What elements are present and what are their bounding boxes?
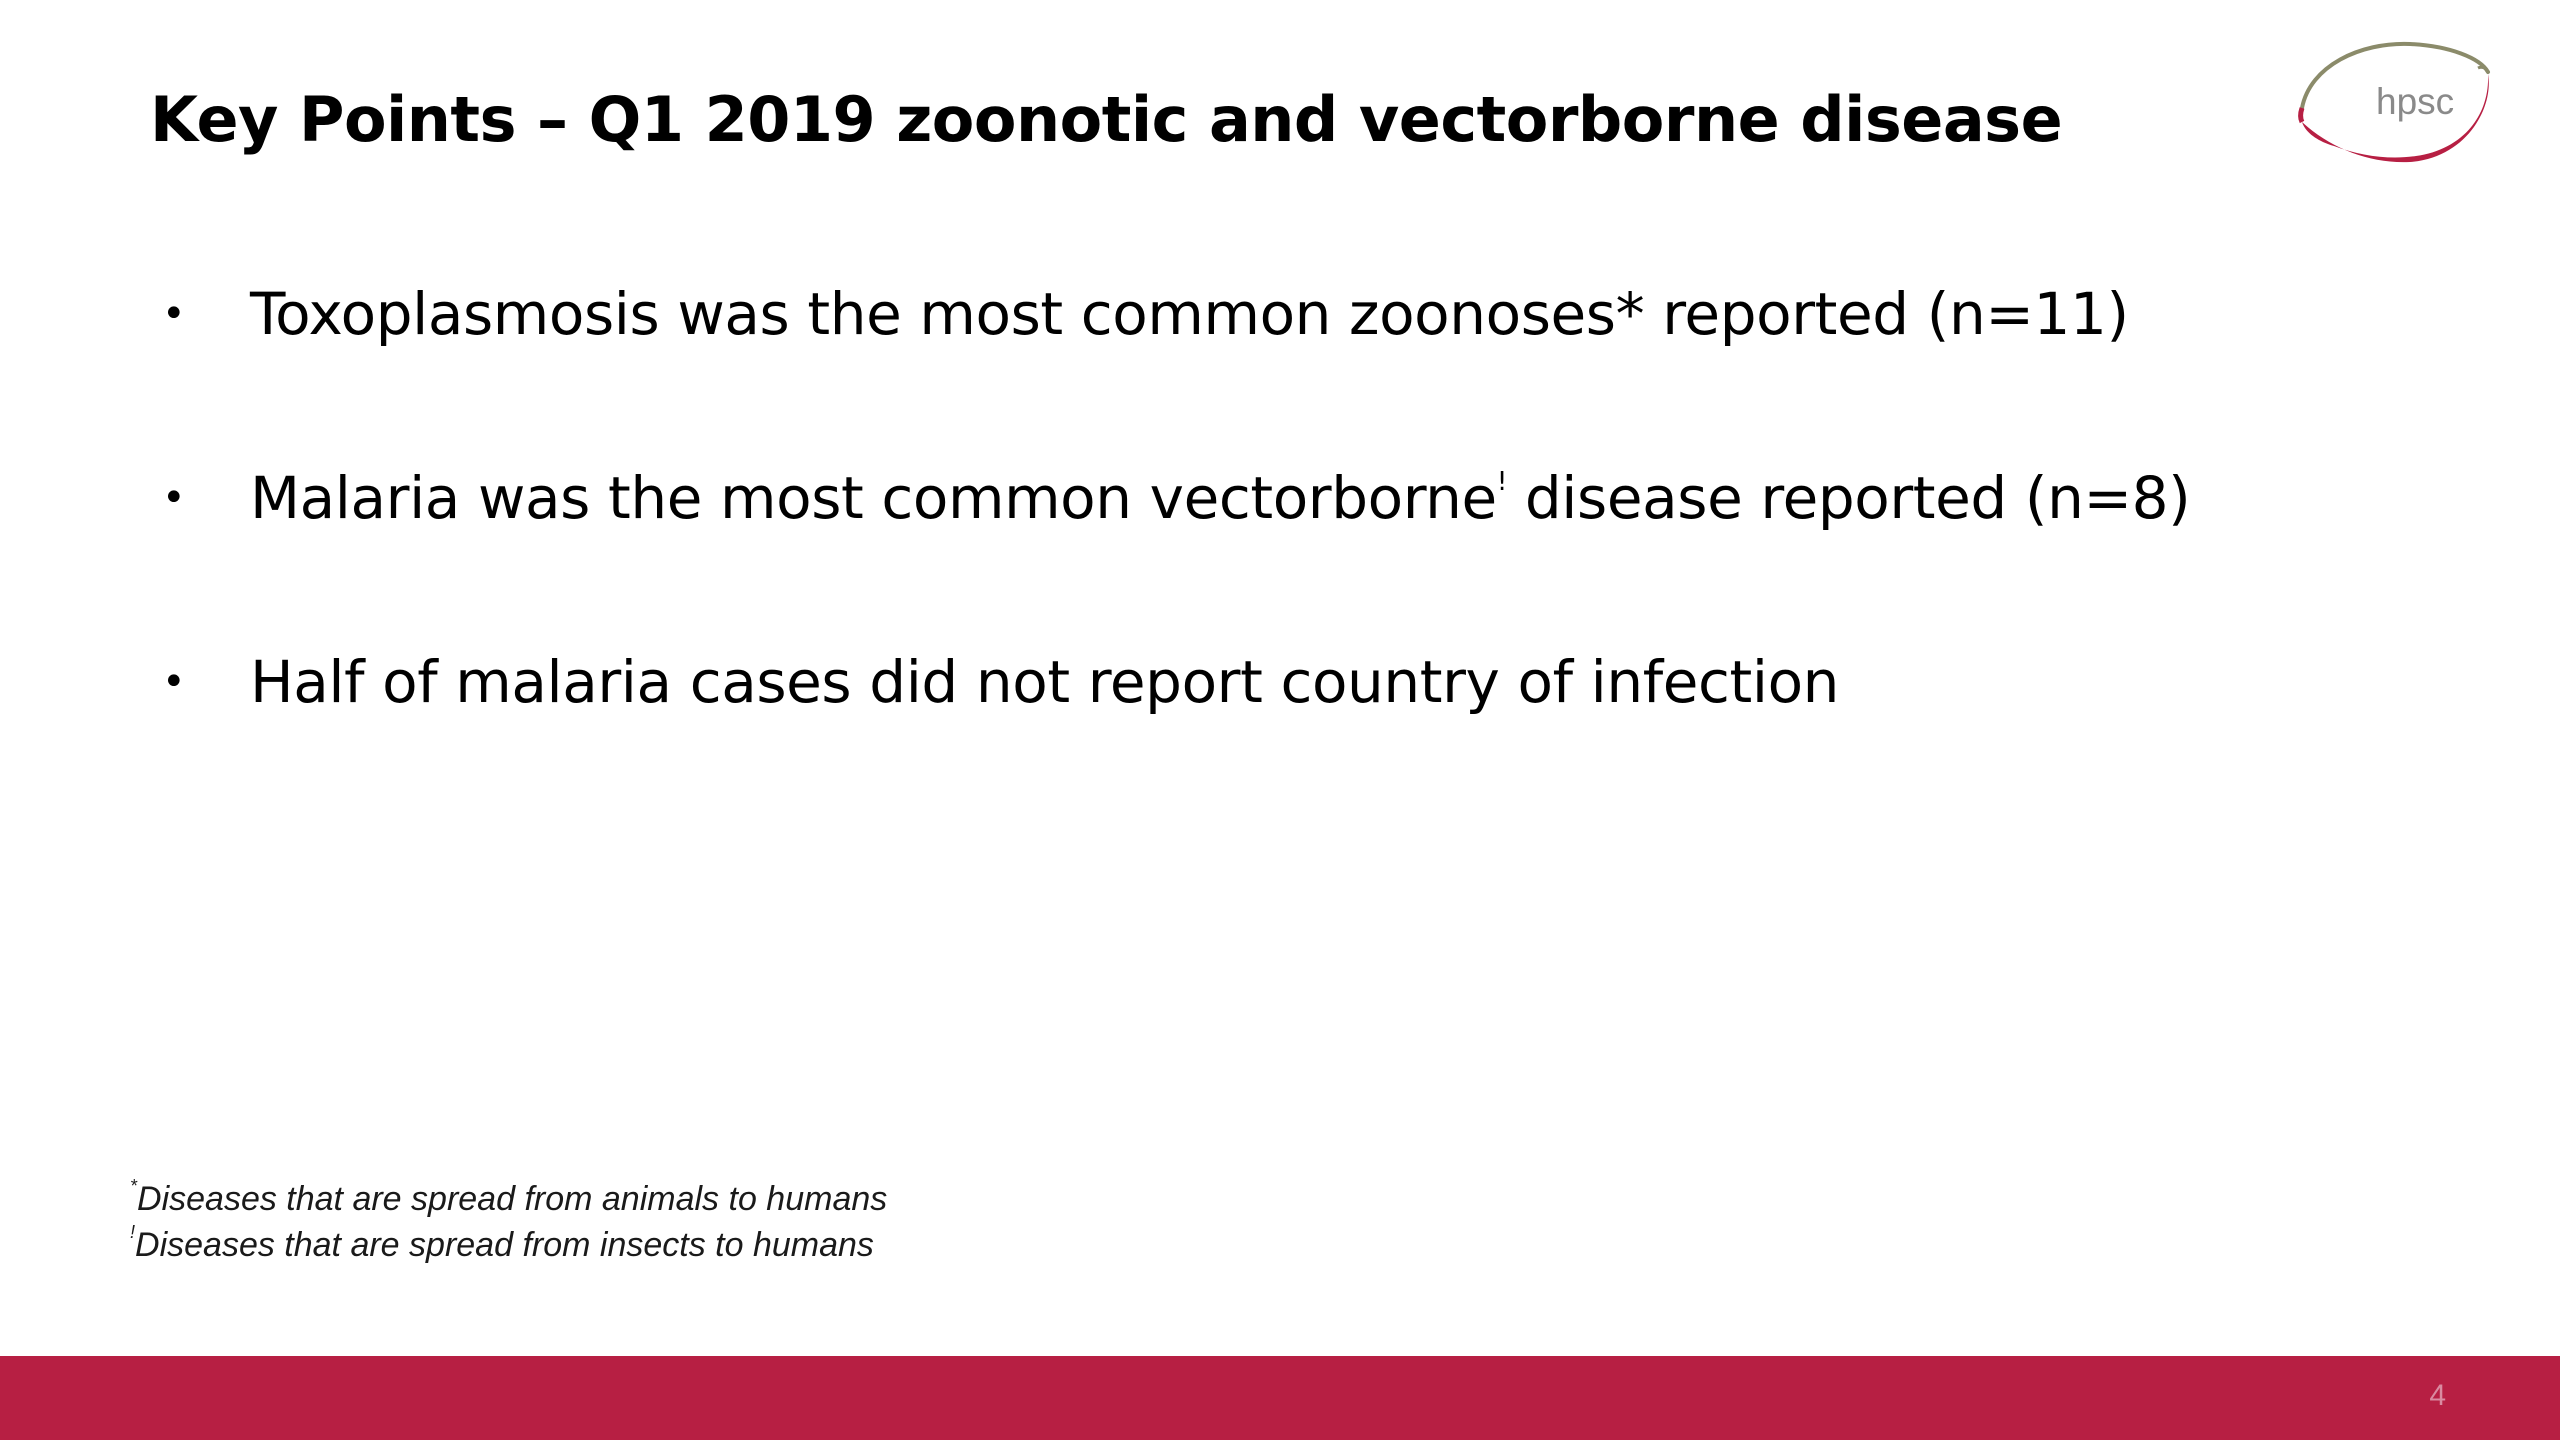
logo-text: hpsc bbox=[2376, 81, 2455, 122]
footnote-mark: ! bbox=[130, 1222, 136, 1242]
bullet-superscript: ! bbox=[1496, 467, 1507, 497]
bullet-text-main: Malaria was the most common vectorborne bbox=[250, 464, 1497, 532]
bullet-text bbox=[250, 268, 2129, 360]
bullet-marker: • bbox=[162, 291, 186, 337]
bullet-text bbox=[250, 636, 1839, 728]
slide-title: Key Points – Q1 2019 zoonotic and vectorborne disease bbox=[150, 83, 2063, 156]
footer-bar bbox=[0, 1356, 2560, 1440]
key-points-list bbox=[150, 268, 2190, 820]
bullet-item bbox=[150, 452, 2190, 636]
footnote-mark: * bbox=[130, 1176, 138, 1196]
bullet-text-tail: disease reported (n=8) bbox=[1506, 464, 2191, 532]
bullet-text-main: Half of malaria cases did not report country of infection bbox=[250, 648, 1840, 716]
bullet-item bbox=[150, 636, 2190, 820]
bullet-item bbox=[150, 268, 2190, 452]
bullet-text-main: Toxoplasmosis was the most common zoonoses* reported (n=11) bbox=[250, 280, 2129, 348]
footnote-zoonoses bbox=[130, 1176, 887, 1222]
footnote-text: Diseases that are spread from animals to humans bbox=[137, 1180, 888, 1218]
footnotes bbox=[130, 1176, 887, 1268]
page-number: 4 bbox=[2429, 1379, 2446, 1412]
bullet-marker: • bbox=[162, 475, 186, 521]
footnote-vectorborne bbox=[130, 1222, 887, 1268]
hpsc-logo bbox=[2290, 38, 2496, 170]
footnote-text: Diseases that are spread from insects to humans bbox=[135, 1226, 874, 1264]
bullet-text bbox=[250, 452, 2190, 544]
bullet-marker: • bbox=[162, 659, 186, 705]
